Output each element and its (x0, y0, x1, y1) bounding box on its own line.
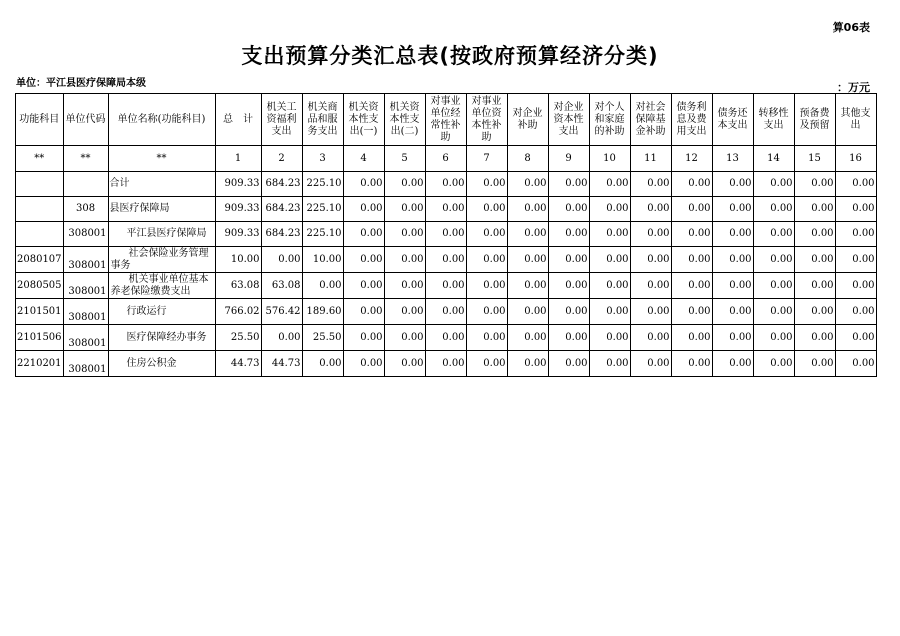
header-cell: 机关资本性支出(一) (343, 94, 384, 146)
amount-cell: 0.00 (671, 247, 712, 273)
amount-cell: 0.00 (548, 351, 589, 377)
amount-cell: 0.00 (753, 172, 794, 197)
amount-cell: 0.00 (343, 325, 384, 351)
budget-table (15, 93, 877, 377)
amount-cell: 0.00 (507, 197, 548, 222)
amount-cell: 44.73 (261, 351, 302, 377)
unit-name-cell: 社会保险业务管理事务 (108, 247, 215, 273)
amount-cell: 225.10 (302, 222, 343, 247)
amount-cell: 0.00 (548, 172, 589, 197)
amount-cell: 0.00 (753, 222, 794, 247)
amount-cell: 576.42 (261, 299, 302, 325)
amount-cell: 0.00 (343, 172, 384, 197)
amount-cell: 0.00 (548, 325, 589, 351)
amount-cell: 0.00 (384, 351, 425, 377)
amount-cell: 766.02 (215, 299, 261, 325)
amount-cell: 0.00 (630, 247, 671, 273)
amount-cell: 63.08 (215, 273, 261, 299)
amount-cell: 0.00 (466, 273, 507, 299)
amount-cell: 25.50 (215, 325, 261, 351)
index-cell: 1 (215, 146, 261, 172)
amount-cell: 0.00 (507, 247, 548, 273)
amount-cell: 0.00 (671, 197, 712, 222)
header-cell: 单位代码 (63, 94, 108, 146)
unit-name-cell: 合计 (108, 172, 215, 197)
amount-cell: 909.33 (215, 172, 261, 197)
amount-cell: 0.00 (343, 273, 384, 299)
index-cell: 15 (794, 146, 835, 172)
amount-cell: 0.00 (712, 247, 753, 273)
index-cell: ** (63, 146, 108, 172)
amount-cell: 0.00 (589, 197, 630, 222)
column-index-row (16, 146, 877, 172)
amount-cell: 0.00 (507, 351, 548, 377)
amount-cell: 0.00 (548, 273, 589, 299)
amount-cell: 0.00 (671, 172, 712, 197)
amount-cell: 225.10 (302, 172, 343, 197)
amount-cell: 0.00 (712, 351, 753, 377)
header-cell: 总 计 (215, 94, 261, 146)
index-cell: 12 (671, 146, 712, 172)
function-code-cell (16, 222, 64, 247)
amount-cell: 0.00 (466, 247, 507, 273)
unit-code-cell: 308001 (63, 222, 108, 247)
amount-cell: 684.23 (261, 197, 302, 222)
unit-name-cell: 平江县医疗保障局 (108, 222, 215, 247)
page-title: 支出预算分类汇总表(按政府预算经济分类) (241, 44, 659, 68)
amount-cell: 0.00 (835, 299, 876, 325)
index-cell: 6 (425, 146, 466, 172)
amount-cell: 0.00 (671, 222, 712, 247)
amount-cell: 0.00 (630, 325, 671, 351)
amount-cell: 0.00 (384, 273, 425, 299)
amount-cell: 0.00 (630, 197, 671, 222)
amount-cell: 0.00 (835, 325, 876, 351)
table-row (16, 325, 877, 351)
amount-cell: 225.10 (302, 197, 343, 222)
amount-cell: 0.00 (425, 222, 466, 247)
unit-code-cell: 308001 (63, 351, 108, 377)
table-row (16, 222, 877, 247)
header-cell: 对事业单位资本性补助 (466, 94, 507, 146)
amount-cell: 0.00 (630, 273, 671, 299)
amount-cell: 0.00 (425, 351, 466, 377)
index-cell: ** (16, 146, 64, 172)
header-cell: 转移性支出 (753, 94, 794, 146)
amount-cell: 684.23 (261, 172, 302, 197)
unit-code-cell: 308001 (63, 299, 108, 325)
amount-cell: 0.00 (507, 172, 548, 197)
header-cell: 对事业单位经常性补助 (425, 94, 466, 146)
header-cell: 其他支出 (835, 94, 876, 146)
amount-cell: 0.00 (589, 299, 630, 325)
amount-cell: 0.00 (589, 273, 630, 299)
function-code-cell: 2080505 (16, 273, 64, 299)
unit-name-cell: 住房公积金 (108, 351, 215, 377)
header-cell: 对社会保障基金补助 (630, 94, 671, 146)
index-cell: 10 (589, 146, 630, 172)
amount-cell: 0.00 (425, 299, 466, 325)
amount-cell: 0.00 (712, 222, 753, 247)
function-code-cell: 2101501 (16, 299, 64, 325)
function-code-cell (16, 197, 64, 222)
amount-cell: 0.00 (507, 299, 548, 325)
amount-cell: 10.00 (302, 247, 343, 273)
reporting-unit-label: 单位：平江县医疗保障局本级 (16, 78, 146, 89)
amount-cell: 0.00 (753, 273, 794, 299)
amount-cell: 0.00 (466, 299, 507, 325)
amount-cell: 0.00 (261, 247, 302, 273)
amount-cell: 189.60 (302, 299, 343, 325)
amount-cell: 0.00 (630, 172, 671, 197)
amount-cell: 0.00 (425, 197, 466, 222)
amount-cell: 0.00 (589, 172, 630, 197)
amount-cell: 0.00 (425, 273, 466, 299)
header-cell: 机关资本性支出(二) (384, 94, 425, 146)
index-cell: 13 (712, 146, 753, 172)
amount-cell: 0.00 (794, 351, 835, 377)
table-number-label: 算06表 (832, 21, 870, 34)
header-cell: 对企业资本性支出 (548, 94, 589, 146)
amount-cell: 0.00 (384, 222, 425, 247)
unit-code-cell: 308001 (63, 325, 108, 351)
index-cell: 9 (548, 146, 589, 172)
header-cell: 机关工资福利支出 (261, 94, 302, 146)
amount-cell: 10.00 (215, 247, 261, 273)
amount-cell: 0.00 (589, 247, 630, 273)
amount-cell: 0.00 (261, 325, 302, 351)
index-cell: 16 (835, 146, 876, 172)
amount-cell: 0.00 (753, 247, 794, 273)
index-cell: 3 (302, 146, 343, 172)
amount-cell: 0.00 (507, 325, 548, 351)
table-row (16, 273, 877, 299)
amount-cell: 0.00 (712, 172, 753, 197)
header-cell: 债务利息及费用支出 (671, 94, 712, 146)
amount-cell: 0.00 (712, 299, 753, 325)
amount-cell: 0.00 (425, 325, 466, 351)
amount-cell: 0.00 (671, 351, 712, 377)
unit-name-cell: 机关事业单位基本养老保险缴费支出 (108, 273, 215, 299)
unit-name-cell: 医疗保障经办事务 (108, 325, 215, 351)
function-code-cell (16, 172, 64, 197)
amount-cell: 0.00 (835, 197, 876, 222)
amount-cell: 909.33 (215, 197, 261, 222)
amount-cell: 0.00 (835, 222, 876, 247)
function-code-cell: 2080107 (16, 247, 64, 273)
amount-cell: 0.00 (589, 222, 630, 247)
index-cell: 8 (507, 146, 548, 172)
amount-cell: 0.00 (630, 351, 671, 377)
unit-name-cell: 行政运行 (108, 299, 215, 325)
header-cell: 对个人和家庭的补助 (589, 94, 630, 146)
amount-cell: 0.00 (589, 351, 630, 377)
amount-cell: 0.00 (671, 273, 712, 299)
unit-code-cell: 308 (63, 197, 108, 222)
amount-cell: 63.08 (261, 273, 302, 299)
unit-code-cell: 308001 (63, 247, 108, 273)
amount-cell: 0.00 (835, 172, 876, 197)
header-row (16, 94, 877, 146)
amount-cell: 0.00 (466, 222, 507, 247)
amount-cell: 0.00 (466, 351, 507, 377)
amount-cell: 0.00 (794, 299, 835, 325)
amount-cell: 0.00 (589, 325, 630, 351)
unit-code-cell (63, 172, 108, 197)
amount-cell: 0.00 (753, 351, 794, 377)
amount-cell: 0.00 (343, 247, 384, 273)
table-row (16, 299, 877, 325)
function-code-cell: 2101506 (16, 325, 64, 351)
amount-cell: 0.00 (794, 273, 835, 299)
unit-name-cell: 县医疗保障局 (108, 197, 215, 222)
amount-cell: 0.00 (753, 325, 794, 351)
index-cell: 14 (753, 146, 794, 172)
unit-code-cell: 308001 (63, 273, 108, 299)
amount-cell: 0.00 (794, 172, 835, 197)
amount-cell: 0.00 (794, 247, 835, 273)
index-cell: ** (108, 146, 215, 172)
amount-cell: 0.00 (753, 299, 794, 325)
amount-cell: 0.00 (630, 299, 671, 325)
amount-cell: 0.00 (425, 172, 466, 197)
amount-cell: 0.00 (794, 222, 835, 247)
header-cell: 机关商品和服务支出 (302, 94, 343, 146)
amount-cell: 0.00 (466, 172, 507, 197)
amount-cell: 0.00 (753, 197, 794, 222)
index-cell: 7 (466, 146, 507, 172)
amount-cell: 684.23 (261, 222, 302, 247)
index-cell: 5 (384, 146, 425, 172)
amount-cell: 0.00 (425, 247, 466, 273)
header-cell: 功能科目 (16, 94, 64, 146)
index-cell: 4 (343, 146, 384, 172)
amount-cell: 0.00 (343, 299, 384, 325)
amount-cell: 0.00 (548, 247, 589, 273)
amount-cell: 0.00 (302, 273, 343, 299)
amount-cell: 0.00 (548, 222, 589, 247)
amount-cell: 0.00 (384, 325, 425, 351)
amount-cell: 0.00 (794, 197, 835, 222)
amount-cell: 0.00 (507, 273, 548, 299)
header-cell: 预备费及预留 (794, 94, 835, 146)
amount-cell: 0.00 (835, 351, 876, 377)
amount-cell: 0.00 (671, 299, 712, 325)
amount-cell: 0.00 (794, 325, 835, 351)
amount-cell: 0.00 (712, 197, 753, 222)
index-cell: 2 (261, 146, 302, 172)
amount-cell: 0.00 (548, 299, 589, 325)
amount-cell: 0.00 (712, 325, 753, 351)
function-code-cell: 2210201 (16, 351, 64, 377)
table-row (16, 172, 877, 197)
amount-cell: 0.00 (343, 222, 384, 247)
amount-cell: 44.73 (215, 351, 261, 377)
amount-cell: 0.00 (712, 273, 753, 299)
amount-cell: 0.00 (548, 197, 589, 222)
amount-cell: 0.00 (384, 197, 425, 222)
amount-cell: 0.00 (835, 247, 876, 273)
index-cell: 11 (630, 146, 671, 172)
header-cell: 单位名称(功能科目) (108, 94, 215, 146)
amount-cell: 25.50 (302, 325, 343, 351)
amount-cell: 0.00 (343, 351, 384, 377)
amount-cell: 0.00 (384, 247, 425, 273)
amount-cell: 0.00 (343, 197, 384, 222)
amount-cell: 0.00 (507, 222, 548, 247)
amount-cell: 0.00 (835, 273, 876, 299)
currency-unit-label: ：万元 (837, 81, 870, 94)
amount-cell: 0.00 (630, 222, 671, 247)
table-row (16, 351, 877, 377)
amount-cell: 0.00 (466, 197, 507, 222)
amount-cell: 0.00 (466, 325, 507, 351)
amount-cell: 0.00 (384, 172, 425, 197)
table-row (16, 197, 877, 222)
amount-cell: 909.33 (215, 222, 261, 247)
table-row (16, 247, 877, 273)
amount-cell: 0.00 (384, 299, 425, 325)
header-cell: 债务还本支出 (712, 94, 753, 146)
amount-cell: 0.00 (671, 325, 712, 351)
amount-cell: 0.00 (302, 351, 343, 377)
header-cell: 对企业补助 (507, 94, 548, 146)
